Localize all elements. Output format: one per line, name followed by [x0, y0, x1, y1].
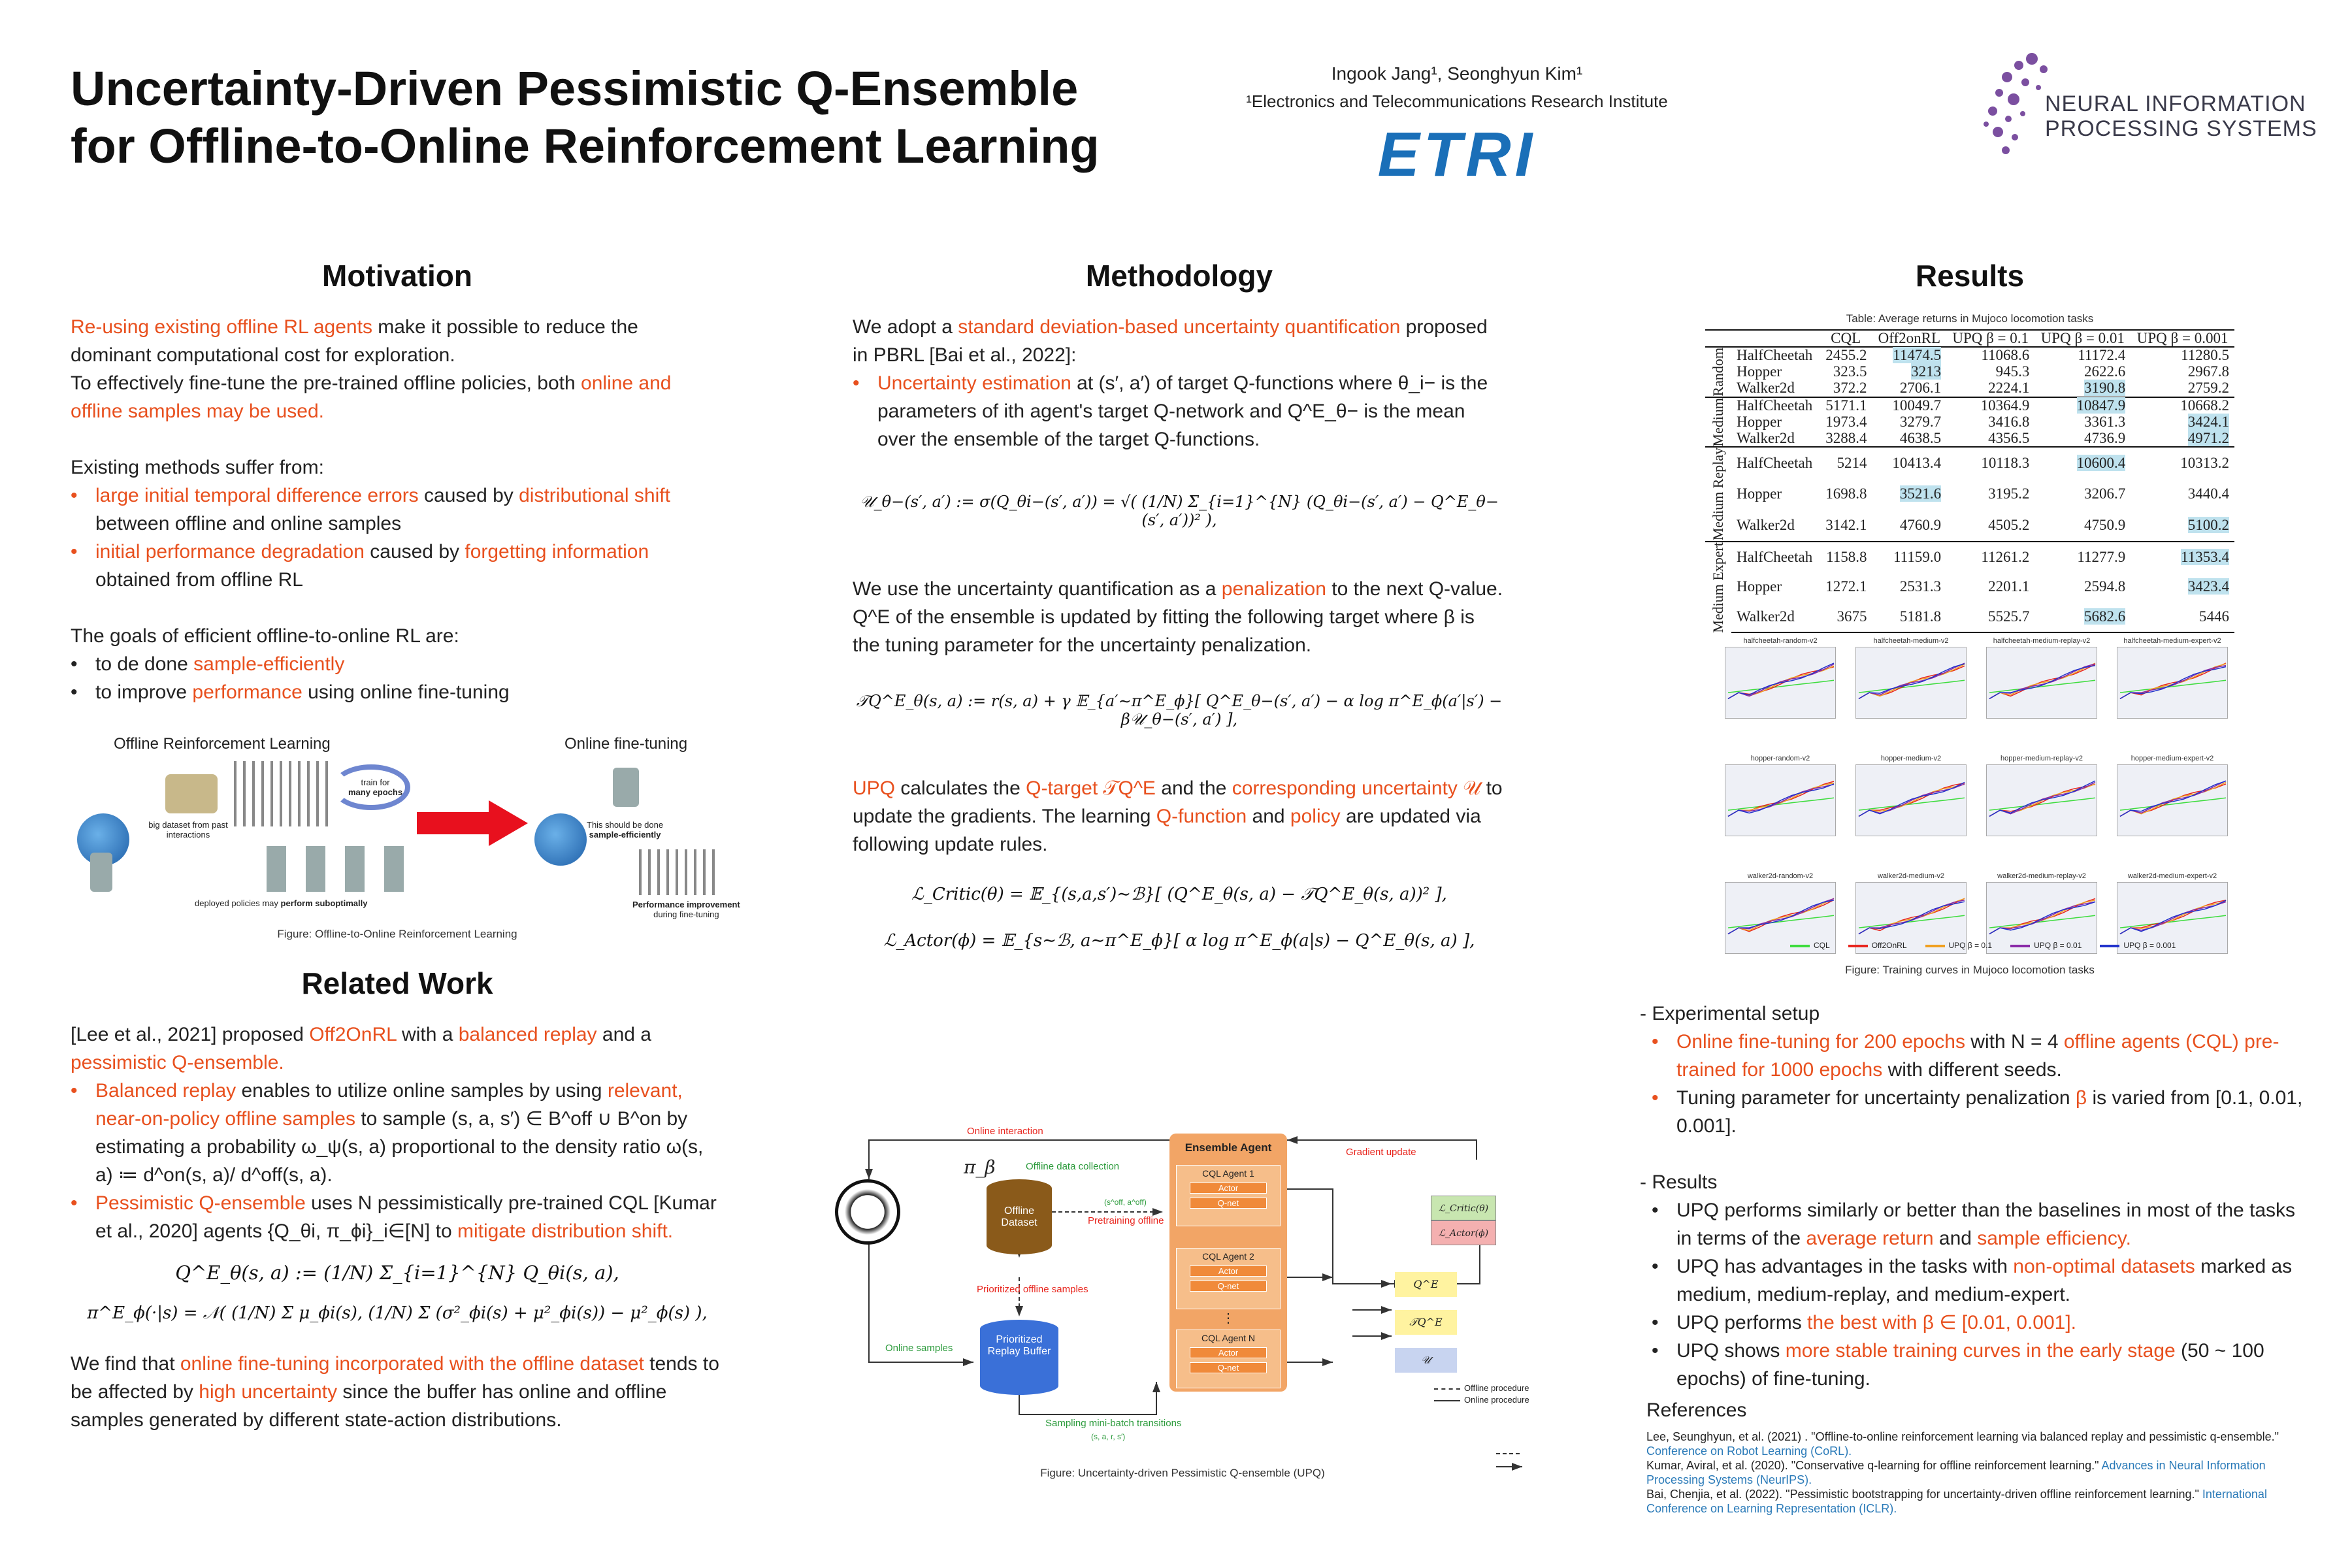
env-name: Walker2d: [1737, 516, 1795, 533]
loss-critic-box: ℒ_Critic(θ): [1431, 1196, 1496, 1220]
plot-lines: [1856, 647, 1967, 719]
curves-legend: [1790, 941, 2176, 950]
training-plot: [1986, 637, 2097, 719]
method-p1: We adopt a standard deviation-based uncertainty quantification proposed in PBRL [Bai et al., 2022]:: [853, 316, 1488, 366]
plot-title: walker2d-medium-v2: [1877, 872, 1945, 880]
loss-actor-box: ℒ_Actor(ϕ): [1431, 1220, 1496, 1245]
plot-title: walker2d-random-v2: [1747, 872, 1814, 880]
table-cell: 11280.5: [2131, 347, 2234, 364]
goal-item-1: • to de done sample-efficiently: [71, 650, 724, 678]
curves-caption: Figure: Training curves in Mujoco locomotion tasks: [1845, 964, 2095, 976]
table-cell: 5181.8: [1872, 602, 1947, 632]
ensemble-title: Ensemble Agent: [1184, 1141, 1272, 1154]
table-cell: 10118.3: [1946, 447, 2034, 479]
table-col-header: CQL: [1831, 330, 1861, 346]
u-box: 𝒰: [1395, 1348, 1457, 1373]
method-p3: UPQ calculates the Q-target 𝒯Q^E and the corresponding uncertainty 𝒰 to update the gradients. The learning Q-function and policy are updated via following update rules.: [853, 777, 1503, 855]
table-cell: 1973.4: [1825, 413, 1867, 430]
diag-pretraining: Pretraining offline: [1088, 1215, 1164, 1226]
legend-offline: Offline procedure: [1434, 1383, 1529, 1393]
setup-heading: - Experimental setup: [1640, 1003, 1820, 1024]
env-name: Walker2d: [1737, 429, 1795, 446]
poster-title: [71, 60, 1247, 175]
env-name: HalfCheetah: [1731, 447, 1820, 479]
plot-lines: [1856, 765, 1967, 837]
table-cell: 5446: [2131, 602, 2234, 632]
neurips-line-2: PROCESSING SYSTEMS: [2045, 116, 2317, 141]
plot-title: hopper-medium-expert-v2: [2131, 755, 2214, 762]
table-cell: 2967.8: [2187, 363, 2229, 380]
table-cell: 3416.8: [1988, 413, 2030, 430]
author-block: [1215, 60, 1699, 191]
related-heading: Related Work: [301, 966, 493, 1000]
table-row: [1705, 602, 2234, 632]
table-cell: 4971.2: [2187, 429, 2229, 446]
big-red-arrow-icon: [417, 800, 528, 846]
training-plot: [1725, 755, 1836, 836]
table-cell: 3213: [1911, 363, 1942, 380]
method-list: [853, 369, 1506, 453]
table-cell: 3423.4: [2187, 578, 2229, 595]
related-list: [71, 1077, 724, 1245]
table-cell: 3142.1: [1825, 516, 1867, 533]
training-plot: [1725, 637, 1836, 719]
setup-list: [1652, 1028, 2313, 1140]
fig-train-label: train for many epochs: [348, 777, 403, 797]
table-cell: 372.2: [1833, 380, 1867, 397]
table-cell: 11068.6: [1946, 347, 2034, 364]
fig-offline-title: Offline Reinforcement Learning: [114, 735, 331, 753]
table-cell: 4638.5: [1899, 429, 1942, 446]
table-row: [1705, 510, 2234, 542]
related-section: [71, 966, 724, 1434]
globe-icon: [835, 1179, 900, 1245]
eq-uncertainty: 𝒰_θ−(s′, a′) := σ(Q_θi−(s′, a′)) = √( (1/N) Σ_{i=1}^{N} (Q_θi−(s′, a′) − Q^E_θ−(s′, a′))² ),: [860, 493, 1499, 529]
reference-1: Lee, Seunghyun, et al. (2021) . "Offline-to-online reinforcement learning via balanced replay and pessimistic q-ensemble." Conference on Robot Learning (CoRL).: [1646, 1430, 2279, 1458]
fig-dataset-label: big dataset from past interactions: [148, 820, 228, 840]
etri-logo: ETRI: [1377, 120, 1537, 189]
table-cell: 3279.7: [1899, 413, 1942, 430]
table-cell: 10313.2: [2131, 447, 2234, 479]
plot-title: walker2d-medium-expert-v2: [2127, 872, 2217, 880]
fig-deployed-label: deployed policies may perform suboptimally: [195, 898, 368, 908]
table-cell: 4750.9: [2084, 516, 2126, 533]
method-heading: Methodology: [1085, 259, 1273, 293]
env-name: HalfCheetah: [1731, 397, 1820, 414]
plot-title: halfcheetah-medium-replay-v2: [1993, 637, 2091, 645]
table-cell: 5214: [1820, 447, 1872, 479]
training-plot: [2117, 755, 2228, 836]
motivation-goals: The goals of efficient offline-to-online RL are:: [71, 625, 459, 647]
table-cell: 3206.7: [2084, 485, 2126, 502]
env-name: Hopper: [1737, 485, 1782, 502]
legend-item: Off2OnRL: [1848, 941, 1907, 950]
network-icon: [234, 761, 332, 826]
table-cell: 5682.6: [2034, 602, 2131, 632]
group-label: Medium: [1705, 397, 1731, 448]
table-header-row: [1705, 331, 2234, 347]
diag-gradient: Gradient update: [1346, 1147, 1416, 1158]
result-item-4: • UPQ shows more stable training curves in the early stage (50 ~ 100 epochs) of fine-tuning.: [1652, 1337, 2313, 1393]
diag-soff: (s^off, a^off): [1104, 1198, 1147, 1207]
table-cell: 323.5: [1833, 363, 1867, 380]
results-section: [1699, 258, 2241, 293]
table-cell: 3361.3: [2084, 413, 2126, 430]
training-curves: [1699, 634, 2241, 980]
table-cell: 10847.9: [2034, 397, 2131, 414]
fig-should-label: This should be done sample-efficiently: [587, 820, 664, 840]
table-cell: 1272.1: [1825, 578, 1867, 595]
table-cell: 2224.1: [1988, 380, 2030, 397]
goals-list: [71, 650, 724, 706]
table-cell: 2622.6: [2084, 363, 2126, 380]
table-cell: 3675: [1820, 602, 1872, 632]
table-cell: 1158.8: [1820, 542, 1872, 572]
table-cell: 945.3: [1995, 363, 2030, 380]
related-p2: We find that online fine-tuning incorporated with the offline dataset tends to be affected by high uncertainty since the buffer has online and offline samples generated by different state-action distributions.: [71, 1353, 719, 1431]
table-cell: 10364.9: [1946, 397, 2034, 414]
training-plot: [1855, 755, 1967, 836]
table-row: [1705, 572, 2234, 602]
ensemble-agent-box: [1169, 1134, 1287, 1392]
results-heading: Results: [1915, 259, 2025, 293]
reference-2: Kumar, Aviral, et al. (2020). "Conservative q-learning for offline reinforcement learning." Advances in Neural Information Processing Systems (NeurIPS).: [1646, 1459, 2266, 1486]
earth-icon-2: [534, 813, 587, 866]
table-cell: 2594.8: [2084, 578, 2126, 595]
references-section: [1646, 1399, 2300, 1516]
table-cell: 10049.7: [1872, 397, 1947, 414]
plot-lines: [2117, 647, 2229, 719]
fig-perf-label: Performance improvement during fine-tuning: [632, 900, 740, 919]
suffer-item-2: • initial performance degradation caused by forgetting information obtained from offline RL: [71, 538, 724, 594]
table-cell: 11353.4: [2131, 542, 2234, 572]
title-line-2: for Offline-to-Online Reinforcement Learning: [71, 119, 1100, 173]
diag-online-samples: Online samples: [885, 1343, 953, 1354]
plot-title: halfcheetah-medium-expert-v2: [2123, 637, 2221, 645]
upq-diagram: [830, 1120, 1535, 1486]
legend-item: UPQ β = 0.1: [1925, 941, 1993, 950]
related-p1: [Lee et al., 2021] proposed Off2OnRL with a balanced replay and a pessimistic Q-ensemble.: [71, 1024, 651, 1073]
plot-title: hopper-random-v2: [1750, 755, 1810, 762]
table-col-header: UPQ β = 0.01: [2040, 330, 2125, 346]
title-line-1: Uncertainty-Driven Pessimistic Q-Ensemble: [71, 61, 1079, 116]
table-cell: 5525.7: [1946, 602, 2034, 632]
setup-item-2: • Tuning parameter for uncertainty penalization β is varied from [0.1, 0.01, 0.001].: [1652, 1084, 2313, 1140]
env-name: Hopper: [1737, 363, 1782, 380]
setup-item-1: • Online fine-tuning for 200 epochs with N = 4 offline agents (CQL) pre-trained for 1000 epochs with different seeds.: [1652, 1028, 2313, 1084]
related-item-2: • Pessimistic Q-ensemble uses N pessimistically pre-trained CQL [Kumar et al., 2020] agents {Q_θi, π_ϕi}_i∈[N] to mitigate distribution shift.: [71, 1189, 724, 1245]
group-label: Random: [1705, 347, 1731, 397]
env-name: Walker2d: [1731, 602, 1820, 632]
plot-title: walker2d-medium-replay-v2: [1997, 872, 2086, 880]
series-line: [1989, 902, 2095, 934]
result-item-2: • UPQ has advantages in the tasks with non-optimal datasets marked as medium, medium-replay, and medium-expert.: [1652, 1252, 2313, 1309]
table-cell: 4505.2: [1988, 516, 2030, 533]
env-name: HalfCheetah: [1731, 347, 1820, 364]
network-icon-2: [639, 849, 717, 895]
diag-sampling: Sampling mini-batch transitions: [1045, 1418, 1182, 1429]
references-heading: References: [1646, 1399, 1747, 1421]
series-line: [1728, 663, 1834, 699]
legend-online: Online procedure: [1434, 1395, 1529, 1405]
table-col-header: UPQ β = 0.001: [2136, 330, 2229, 346]
series-line: [1989, 915, 2095, 928]
dataset-icon: [165, 774, 218, 813]
agent-dots: ⋮: [1222, 1311, 1235, 1326]
group-label: Medium Replay: [1705, 447, 1731, 541]
table-row: [1705, 447, 2234, 479]
fig-offline-online-caption: Figure: Offline-to-Online Reinforcement Learning: [277, 928, 517, 940]
table-cell: 11474.5: [1872, 347, 1947, 364]
eq-pi-ensemble: π^E_ϕ(·|s) = 𝒩( (1/N) Σ μ_ϕi(s), (1/N) Σ (σ²_ϕi(s) + μ²_ϕi(s)) − μ²_ϕ(s) ),: [87, 1303, 708, 1323]
reference-3: Bai, Chenjia, et al. (2022). "Pessimistic bootstrapping for uncertainty-driven offline reinforcement learning." International Conference on Learning Representation (ICLR).: [1646, 1488, 2267, 1515]
table-row: [1705, 397, 2234, 414]
cql-agent-2: CQL Agent 2 Actor Q-net: [1176, 1248, 1281, 1309]
authors: Ingook Jang¹, Seonghyun Kim¹: [1331, 63, 1583, 84]
legend-item: CQL: [1790, 941, 1830, 950]
plot-lines: [1725, 647, 1837, 719]
related-item-1: • Balanced replay enables to utilize online samples by using relevant, near-on-policy offline samples to sample (s, a, s′) ∈ B^off ∪ B^on by estimating a probability ω_ψ(s, a) proportional to the density ratio ω(s, a) ≔ d^on(s, a)/ d^off(s, a).: [71, 1077, 724, 1189]
group-label: Medium Expert: [1705, 542, 1731, 633]
training-plot: [1986, 755, 2097, 836]
results-list: [1652, 1196, 2313, 1393]
table-row: [1705, 380, 2234, 397]
plot-lines: [1987, 765, 2098, 837]
table-cell: 3440.4: [2187, 485, 2229, 502]
cql-agent-n: CQL Agent N Actor Q-net: [1176, 1330, 1281, 1388]
eq-critic: ℒ_Critic(θ) = 𝔼_{(s,a,s′)∼ℬ}[ (Q^E_θ(s, a) − 𝒯Q^E_θ(s, a))² ],: [911, 885, 1447, 904]
result-item-3: • UPQ performs the best with β ∈ [0.01, 0.001].: [1652, 1309, 2313, 1337]
method-p2: We use the uncertainty quantification as a penalization to the next Q-value. Q^E of the ensemble is updated by fitting the following target where β is the tuning parameter for the uncertainty penalization.: [853, 578, 1503, 656]
table-cell: 1698.8: [1825, 485, 1867, 502]
table-cell: 2201.1: [1988, 578, 2030, 595]
diag-prioritized-offline: Prioritized offline samples: [977, 1284, 1088, 1295]
table-cell: 2759.2: [2187, 380, 2229, 397]
plot-title: halfcheetah-random-v2: [1743, 637, 1818, 645]
legend-item: UPQ β = 0.01: [2010, 941, 2082, 950]
table-caption: Table: Average returns in Mujoco locomotion tasks: [1846, 312, 2094, 325]
env-name: Walker2d: [1737, 380, 1795, 397]
motivation-p1: Re-using existing offline RL agents make it possible to reduce the dominant computational cost for exploration.: [71, 316, 638, 366]
training-plot: [2117, 637, 2228, 719]
table-cell: 10668.2: [2131, 397, 2234, 414]
offline-online-figure: [71, 728, 740, 951]
offline-dataset-cylinder: Offline Dataset: [987, 1179, 1052, 1254]
method-item-1: • Uncertainty estimation at (s′, a′) of target Q-functions where θ_i− is the parameters of ith agent's target Q-network and Q^E_θ− is the mean over the ensemble of the target Q-functions.: [853, 369, 1506, 453]
plot-title: halfcheetah-medium-v2: [1873, 637, 1949, 645]
table-cell: 3288.4: [1825, 429, 1867, 446]
affiliation: ¹Electronics and Telecommunications Research Institute: [1246, 91, 1668, 111]
table-cell: 2531.3: [1899, 578, 1942, 595]
table-cell: 3190.8: [2084, 380, 2126, 397]
result-item-1: • UPQ performs similarly or better than the baselines in most of the tasks in terms of the average return and sample efficiency.: [1652, 1196, 2313, 1252]
training-plot: [1855, 637, 1967, 719]
robot-icon-2: [613, 768, 639, 807]
table-cell: 5171.1: [1820, 397, 1872, 414]
legend-item: UPQ β = 0.001: [2100, 941, 2176, 950]
table-cell: 2706.1: [1899, 380, 1942, 397]
neurips-line-1: NEURAL INFORMATION: [2045, 91, 2306, 116]
deployed-robots-icon: [267, 846, 410, 892]
table-row: [1705, 430, 2234, 447]
results-table: [1705, 329, 2234, 633]
table-cell: 4356.5: [1988, 429, 2030, 446]
table-row: [1705, 364, 2234, 380]
table-cell: 11261.2: [1946, 542, 2034, 572]
table-col-header: Off2onRL: [1878, 330, 1940, 346]
table-cell: 11172.4: [2034, 347, 2131, 364]
goal-item-2: • to improve performance using online fine-tuning: [71, 678, 724, 706]
table-row: [1705, 479, 2234, 510]
env-name: Hopper: [1737, 413, 1782, 430]
table-row: [1705, 414, 2234, 430]
robot-icon: [90, 853, 112, 892]
env-name: HalfCheetah: [1731, 542, 1820, 572]
motivation-p2: To effectively fine-tune the pre-trained offline policies, both online and offline samples may be used.: [71, 372, 672, 422]
plot-title: hopper-medium-replay-v2: [2001, 755, 2083, 762]
suffer-list: [71, 482, 724, 594]
motivation-suffer: Existing methods suffer from:: [71, 457, 324, 478]
plot-lines: [2117, 765, 2229, 837]
results-table-wrap: [1705, 312, 2234, 633]
fig-online-title: Online fine-tuning: [564, 735, 688, 753]
diagram-caption: Figure: Uncertainty-driven Pessimistic Q-ensemble (UPQ): [1040, 1467, 1325, 1479]
results-text: [1640, 1000, 2313, 1393]
plot-lines: [1725, 765, 1837, 837]
table-cell: 4760.9: [1899, 516, 1942, 533]
table-cell: 11277.9: [2034, 542, 2131, 572]
table-cell: 3195.2: [1988, 485, 2030, 502]
diag-pi-beta: π_β: [964, 1156, 996, 1178]
tqe-box: 𝒯Q^E: [1395, 1310, 1457, 1335]
table-cell: 3424.1: [2187, 413, 2229, 430]
table-cell: 10413.4: [1872, 447, 1947, 479]
env-name: Hopper: [1737, 578, 1782, 595]
table-cell: 11159.0: [1872, 542, 1947, 572]
suffer-item-1: • large initial temporal difference errors caused by distributional shift between offline and online samples: [71, 482, 724, 538]
table-cell: 4736.9: [2084, 429, 2126, 446]
eq-actor: ℒ_Actor(ϕ) = 𝔼_{s∼ℬ, a∼π^E_ϕ}[ α log π^E_ϕ(a|s) − Q^E_θ(s, a) ],: [883, 931, 1475, 951]
motivation-heading: Motivation: [322, 259, 472, 293]
results-subheading: - Results: [1640, 1171, 1718, 1193]
qe-box: Q^E: [1395, 1272, 1457, 1297]
plot-lines: [1987, 647, 2098, 719]
table-cell: 10600.4: [2034, 447, 2131, 479]
diag-offline-collection: Offline data collection: [1026, 1161, 1120, 1172]
table-row: [1705, 347, 2234, 364]
table-col-header: UPQ β = 0.1: [1952, 330, 2029, 346]
cql-agent-1: CQL Agent 1 Actor Q-net: [1176, 1165, 1281, 1226]
table-cell: 2455.2: [1820, 347, 1872, 364]
table-row: [1705, 542, 2234, 572]
eq-q-ensemble: Q^E_θ(s, a) := (1/N) Σ_{i=1}^{N} Q_θi(s, a),: [175, 1262, 619, 1284]
neurips-logo: [1973, 39, 2326, 170]
plot-title: hopper-medium-v2: [1880, 755, 1942, 762]
eq-target: 𝒯Q^E_θ(s, a) := r(s, a) + γ 𝔼_{a′∼π^E_ϕ}[ Q^E_θ−(s′, a′) − α log π^E_ϕ(a′|s′) − β𝒰_θ−(s′, a′) ],: [856, 692, 1503, 728]
diag-online-interaction: Online interaction: [967, 1126, 1043, 1137]
table-cell: 5100.2: [2187, 516, 2229, 533]
method-section: [853, 258, 1506, 951]
replay-buffer-cylinder: Prioritized Replay Buffer: [980, 1320, 1058, 1395]
table-cell: 3521.6: [1899, 485, 1942, 502]
diag-sasp: (s, a, r, s′): [1091, 1432, 1126, 1441]
motivation-section: [71, 258, 724, 706]
